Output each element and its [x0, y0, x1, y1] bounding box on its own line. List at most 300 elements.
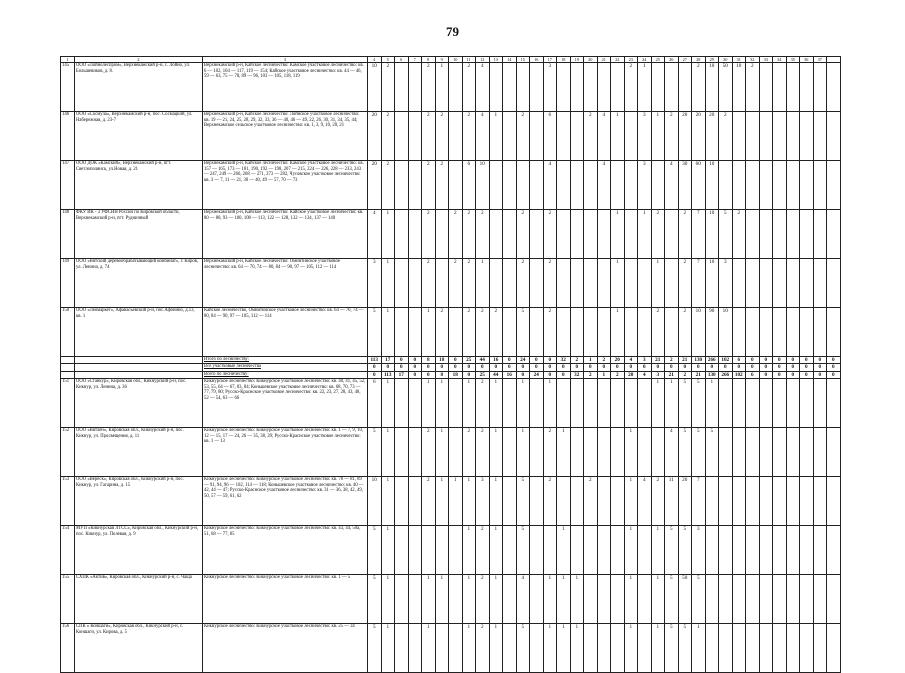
column-number: 15 — [516, 57, 530, 63]
value-cell — [732, 427, 746, 476]
value-cell: 2 — [543, 308, 557, 357]
value-cell — [395, 210, 409, 259]
value-cell: 1 — [624, 623, 638, 672]
value-cell — [395, 623, 409, 672]
value-cell — [786, 210, 800, 259]
column-number: 10 — [449, 57, 463, 63]
forest-area-cell: Кикнурское лесничество: Кикнурское участковое лесничество: кв. 25 — 34 — [203, 623, 368, 672]
total-value: 8 — [435, 371, 449, 378]
total-value: 18 — [435, 357, 449, 364]
value-cell: 2 — [476, 525, 490, 574]
value-cell: 2 — [584, 476, 598, 525]
value-cell: 5 — [678, 525, 692, 574]
value-cell: 1 — [611, 112, 625, 161]
column-number: 20 — [584, 57, 598, 63]
value-cell — [732, 308, 746, 357]
value-cell — [395, 63, 409, 112]
value-cell — [638, 308, 652, 357]
total-value: 102 — [719, 357, 733, 364]
value-cell — [759, 112, 773, 161]
value-cell — [800, 112, 814, 161]
value-cell — [395, 112, 409, 161]
value-cell: 2 — [422, 259, 436, 308]
total-value: 0 — [570, 364, 584, 371]
value-cell — [813, 308, 827, 357]
value-cell: 2 — [651, 476, 665, 525]
value-cell: 1 — [449, 476, 463, 525]
table-row — [61, 427, 841, 476]
value-cell: 5 — [665, 525, 679, 574]
value-cell: 1 — [543, 378, 557, 427]
total-value: 4 — [624, 357, 638, 364]
value-cell: 1 — [381, 427, 395, 476]
value-cell — [530, 259, 544, 308]
value-cell — [422, 525, 436, 574]
total-value: 24 — [516, 357, 530, 364]
value-cell — [570, 112, 584, 161]
value-cell — [746, 525, 760, 574]
column-number: 35 — [786, 57, 800, 63]
value-cell: 2 — [476, 623, 490, 672]
column-number: 8 — [422, 57, 436, 63]
value-cell — [800, 623, 814, 672]
value-cell — [732, 259, 746, 308]
value-cell: 3 — [638, 161, 652, 210]
total-value: 4 — [638, 371, 652, 378]
value-cell — [773, 476, 787, 525]
total-value: 0 — [719, 364, 733, 371]
value-cell — [732, 525, 746, 574]
total-value: 2 — [597, 357, 611, 364]
value-cell — [516, 63, 530, 112]
value-cell: 3 — [638, 112, 652, 161]
value-cell — [786, 63, 800, 112]
value-cell — [800, 427, 814, 476]
value-cell: 2 — [476, 574, 490, 623]
value-cell — [584, 308, 598, 357]
value-cell — [503, 161, 517, 210]
value-cell: 1 — [692, 623, 706, 672]
value-cell — [530, 427, 544, 476]
value-cell: 3 — [543, 63, 557, 112]
value-cell — [827, 623, 841, 672]
value-cell: 1 — [489, 574, 503, 623]
value-cell: 7 — [692, 210, 706, 259]
value-cell — [746, 378, 760, 427]
value-cell — [827, 63, 841, 112]
column-number: 12 — [476, 57, 490, 63]
value-cell — [746, 427, 760, 476]
total-value: 0 — [746, 364, 760, 371]
value-cell: 2 — [381, 112, 395, 161]
value-cell: 6 — [462, 161, 476, 210]
value-cell — [813, 112, 827, 161]
value-cell: 2 — [462, 210, 476, 259]
value-cell: 1 — [381, 378, 395, 427]
value-cell — [408, 63, 422, 112]
total-value: 0 — [408, 371, 422, 378]
value-cell — [827, 210, 841, 259]
value-cell — [570, 210, 584, 259]
value-cell — [719, 427, 733, 476]
column-number: 27 — [678, 57, 692, 63]
total-value: 0 — [800, 371, 814, 378]
value-cell: 1 — [543, 574, 557, 623]
column-number: 25 — [651, 57, 665, 63]
total-value: 3 — [638, 357, 652, 364]
value-cell — [773, 63, 787, 112]
total-value: 0 — [813, 371, 827, 378]
value-cell — [719, 378, 733, 427]
value-cell — [395, 574, 409, 623]
total-value: 0 — [557, 371, 571, 378]
value-cell: 1 — [611, 259, 625, 308]
value-cell — [746, 259, 760, 308]
table-row — [61, 210, 841, 259]
value-cell — [530, 112, 544, 161]
value-cell — [786, 623, 800, 672]
column-number: 2 — [75, 57, 203, 63]
value-cell: 1 — [489, 525, 503, 574]
total-value: 20 — [624, 371, 638, 378]
value-cell: 1 — [489, 112, 503, 161]
column-number: 4 — [368, 57, 382, 63]
value-cell — [786, 308, 800, 357]
total-value: 17 — [381, 357, 395, 364]
total-value: 0 — [584, 364, 598, 371]
value-cell: 10 — [368, 476, 382, 525]
value-cell — [800, 308, 814, 357]
total-value: 0 — [786, 364, 800, 371]
value-cell — [827, 574, 841, 623]
total-value: 130 — [692, 357, 706, 364]
value-cell: 5 — [516, 476, 530, 525]
value-cell — [597, 525, 611, 574]
total-value: 0 — [800, 364, 814, 371]
value-cell: 1 — [651, 112, 665, 161]
value-cell — [435, 623, 449, 672]
total-value: 21 — [665, 371, 679, 378]
blank-cell — [75, 364, 203, 371]
total-value: 25 — [462, 357, 476, 364]
total-value: 0 — [651, 364, 665, 371]
value-cell: 10 — [705, 210, 719, 259]
value-cell: 1 — [651, 623, 665, 672]
value-cell: 4 — [665, 161, 679, 210]
value-cell: 2 — [476, 378, 490, 427]
value-cell: 1 — [516, 378, 530, 427]
value-cell — [395, 161, 409, 210]
value-cell: 4 — [476, 63, 490, 112]
total-label: Все участковые лесничества — [203, 364, 368, 371]
forest-area-cell: Кикнурское лесничество: Кикнурское участковое лесничество: кв. 1 — 5 — [203, 574, 368, 623]
column-number: 18 — [557, 57, 571, 63]
total-value: 0 — [773, 371, 787, 378]
total-value: 0 — [422, 364, 436, 371]
value-cell: 60 — [692, 161, 706, 210]
value-cell: 1 — [462, 574, 476, 623]
value-cell: 5 — [678, 378, 692, 427]
value-cell — [759, 161, 773, 210]
page-number: 79 — [446, 24, 459, 39]
total-value: 0 — [597, 364, 611, 371]
value-cell — [800, 63, 814, 112]
total-value: 2 — [665, 357, 679, 364]
table-row — [61, 308, 841, 357]
value-cell: 2 — [584, 112, 598, 161]
row-number: 149 — [61, 259, 75, 308]
organization-cell: СПК « Коншаги», Кировская обл., Кикнурский р-н, с. Коншаги, ул. Кирова, д. 5 — [75, 623, 203, 672]
value-cell — [732, 112, 746, 161]
blank-cell — [61, 357, 75, 364]
value-cell — [584, 161, 598, 210]
value-cell — [624, 308, 638, 357]
lease-table — [60, 56, 841, 673]
column-number: 1 — [61, 57, 75, 63]
value-cell: 1 — [422, 378, 436, 427]
value-cell: 1 — [624, 574, 638, 623]
value-cell: 1 — [651, 259, 665, 308]
value-cell: 2 — [422, 112, 436, 161]
value-cell: 2 — [422, 427, 436, 476]
value-cell: 2 — [462, 112, 476, 161]
value-cell — [746, 476, 760, 525]
value-cell: 1 — [435, 476, 449, 525]
column-number: 13 — [489, 57, 503, 63]
value-cell: 1 — [638, 63, 652, 112]
value-cell — [530, 161, 544, 210]
total-value: 0 — [705, 364, 719, 371]
value-cell — [503, 378, 517, 427]
value-cell — [489, 161, 503, 210]
organization-cell: СХПК «Актив», Кировская обл., Кикнурский р-н, с. Чаща — [75, 574, 203, 623]
total-value: 0 — [449, 364, 463, 371]
total-value: 0 — [732, 364, 746, 371]
row-number: 156 — [61, 623, 75, 672]
value-cell: 2 — [543, 259, 557, 308]
value-cell — [719, 161, 733, 210]
value-cell — [503, 210, 517, 259]
value-cell — [408, 161, 422, 210]
row-number: 154 — [61, 525, 75, 574]
total-value: 16 — [489, 357, 503, 364]
value-cell — [557, 63, 571, 112]
value-cell: 1 — [435, 574, 449, 623]
total-value: 0 — [530, 357, 544, 364]
value-cell — [665, 308, 679, 357]
value-cell — [773, 308, 787, 357]
value-cell — [584, 427, 598, 476]
total-value: 32 — [557, 357, 571, 364]
total-row — [61, 371, 841, 378]
value-cell — [570, 378, 584, 427]
value-cell — [503, 308, 517, 357]
value-cell — [773, 427, 787, 476]
value-cell — [408, 210, 422, 259]
column-number: 21 — [597, 57, 611, 63]
total-value: 16 — [503, 371, 517, 378]
value-cell: 1 — [422, 574, 436, 623]
total-value: 0 — [516, 364, 530, 371]
total-value: 0 — [827, 371, 841, 378]
value-cell — [638, 427, 652, 476]
value-cell: 2 — [476, 427, 490, 476]
total-value: 21 — [651, 357, 665, 364]
value-cell — [435, 259, 449, 308]
value-cell: 2 — [543, 476, 557, 525]
value-cell — [759, 259, 773, 308]
total-value: 44 — [489, 371, 503, 378]
value-cell: 1 — [435, 427, 449, 476]
value-cell: 1 — [651, 378, 665, 427]
value-cell — [746, 574, 760, 623]
value-cell — [786, 574, 800, 623]
value-cell: 5 — [692, 427, 706, 476]
value-cell: 5 — [516, 525, 530, 574]
value-cell — [786, 259, 800, 308]
value-cell — [395, 525, 409, 574]
forest-area-cell: Кикнурское лесничество: Кикнурское участковое лесничество: кв. 1 — 7, 9, 10, 12 — 15, 17 — 24, 26 — 35, 38, 39; Русско-Краснское участковое лесничество: кв. 1 — 13 — [203, 427, 368, 476]
value-cell — [530, 308, 544, 357]
value-cell — [678, 63, 692, 112]
value-cell: 1 — [381, 308, 395, 357]
value-cell — [395, 259, 409, 308]
total-value: 0 — [786, 357, 800, 364]
value-cell — [449, 63, 463, 112]
value-cell: 20 — [678, 476, 692, 525]
value-cell — [570, 63, 584, 112]
value-cell — [773, 378, 787, 427]
value-cell: 1 — [611, 308, 625, 357]
value-cell — [665, 210, 679, 259]
value-cell — [759, 574, 773, 623]
value-cell — [516, 161, 530, 210]
value-cell — [651, 427, 665, 476]
value-cell: 1 — [638, 210, 652, 259]
value-cell — [773, 210, 787, 259]
value-cell — [732, 623, 746, 672]
value-cell: 2 — [381, 161, 395, 210]
value-cell — [827, 161, 841, 210]
total-value: 0 — [489, 364, 503, 371]
value-cell: 2 — [449, 210, 463, 259]
value-cell: 2 — [449, 259, 463, 308]
row-number: 145 — [61, 63, 75, 112]
value-cell: 2 — [746, 63, 760, 112]
total-value: 21 — [678, 357, 692, 364]
total-value: 0 — [408, 357, 422, 364]
value-cell — [638, 623, 652, 672]
value-cell: 2 — [489, 308, 503, 357]
total-value: 24 — [530, 371, 544, 378]
value-cell — [584, 378, 598, 427]
value-cell: 1 — [381, 623, 395, 672]
row-number: 155 — [61, 574, 75, 623]
value-cell — [624, 112, 638, 161]
value-cell — [597, 623, 611, 672]
value-cell: 5 — [516, 623, 530, 672]
value-cell — [746, 112, 760, 161]
column-number: 37 — [813, 57, 827, 63]
value-cell: 7 — [692, 259, 706, 308]
value-cell: 2 — [462, 308, 476, 357]
blank-cell — [61, 364, 75, 371]
value-cell — [557, 378, 571, 427]
value-cell: 2 — [651, 308, 665, 357]
value-cell — [570, 259, 584, 308]
total-value: 266 — [705, 357, 719, 364]
column-number: 9 — [435, 57, 449, 63]
value-cell: 2 — [462, 427, 476, 476]
value-cell: 2 — [462, 259, 476, 308]
total-value: 3 — [651, 371, 665, 378]
value-cell — [827, 476, 841, 525]
total-value: 2 — [678, 371, 692, 378]
value-cell — [557, 112, 571, 161]
value-cell — [408, 574, 422, 623]
value-cell: 4 — [476, 112, 490, 161]
table-row — [61, 574, 841, 623]
value-cell — [813, 210, 827, 259]
value-cell: 4 — [597, 112, 611, 161]
total-value: 0 — [692, 364, 706, 371]
column-number: 30 — [719, 57, 733, 63]
value-cell: 1 — [557, 525, 571, 574]
total-value: 0 — [408, 364, 422, 371]
value-cell — [786, 378, 800, 427]
forest-area-cell: Верхнекамский р-н, Кайское лесничество: Омнитинское участковое лесничество: кв. 64 — 70, 74 — 80, 84 — 90, 97 — 105, 112 — 114 — [203, 259, 368, 308]
value-cell — [449, 525, 463, 574]
total-row — [61, 357, 841, 364]
total-value: 0 — [557, 364, 571, 371]
column-number: 24 — [638, 57, 652, 63]
value-cell — [530, 623, 544, 672]
total-row — [61, 364, 841, 371]
value-cell — [773, 623, 787, 672]
value-cell: 1 — [557, 623, 571, 672]
value-cell — [570, 427, 584, 476]
value-cell — [530, 210, 544, 259]
value-cell: 10 — [705, 259, 719, 308]
column-number: 6 — [395, 57, 409, 63]
total-value: 0 — [813, 357, 827, 364]
value-cell: 1 — [381, 476, 395, 525]
column-number: 29 — [705, 57, 719, 63]
value-cell: 5 — [665, 623, 679, 672]
total-value: 0 — [395, 364, 409, 371]
value-cell — [638, 574, 652, 623]
value-cell — [570, 476, 584, 525]
total-value: 0 — [678, 364, 692, 371]
value-cell — [449, 308, 463, 357]
total-value: 0 — [759, 371, 773, 378]
organization-cell: ООО «Вятский деревообрабатывающий комбинат», г. Киров, ул. Ленина, д. 74 — [75, 259, 203, 308]
column-number: 34 — [773, 57, 787, 63]
value-cell: 5 — [368, 623, 382, 672]
total-value: 0 — [827, 357, 841, 364]
value-cell: 5 — [719, 210, 733, 259]
total-value: 0 — [381, 364, 395, 371]
row-number: 146 — [61, 112, 75, 161]
value-cell — [597, 210, 611, 259]
value-cell — [719, 476, 733, 525]
column-number: 31 — [732, 57, 746, 63]
value-cell — [665, 63, 679, 112]
total-label: Итого по лесничеству: — [203, 357, 368, 364]
value-cell — [732, 476, 746, 525]
value-cell — [813, 63, 827, 112]
value-cell: 1 — [665, 378, 679, 427]
